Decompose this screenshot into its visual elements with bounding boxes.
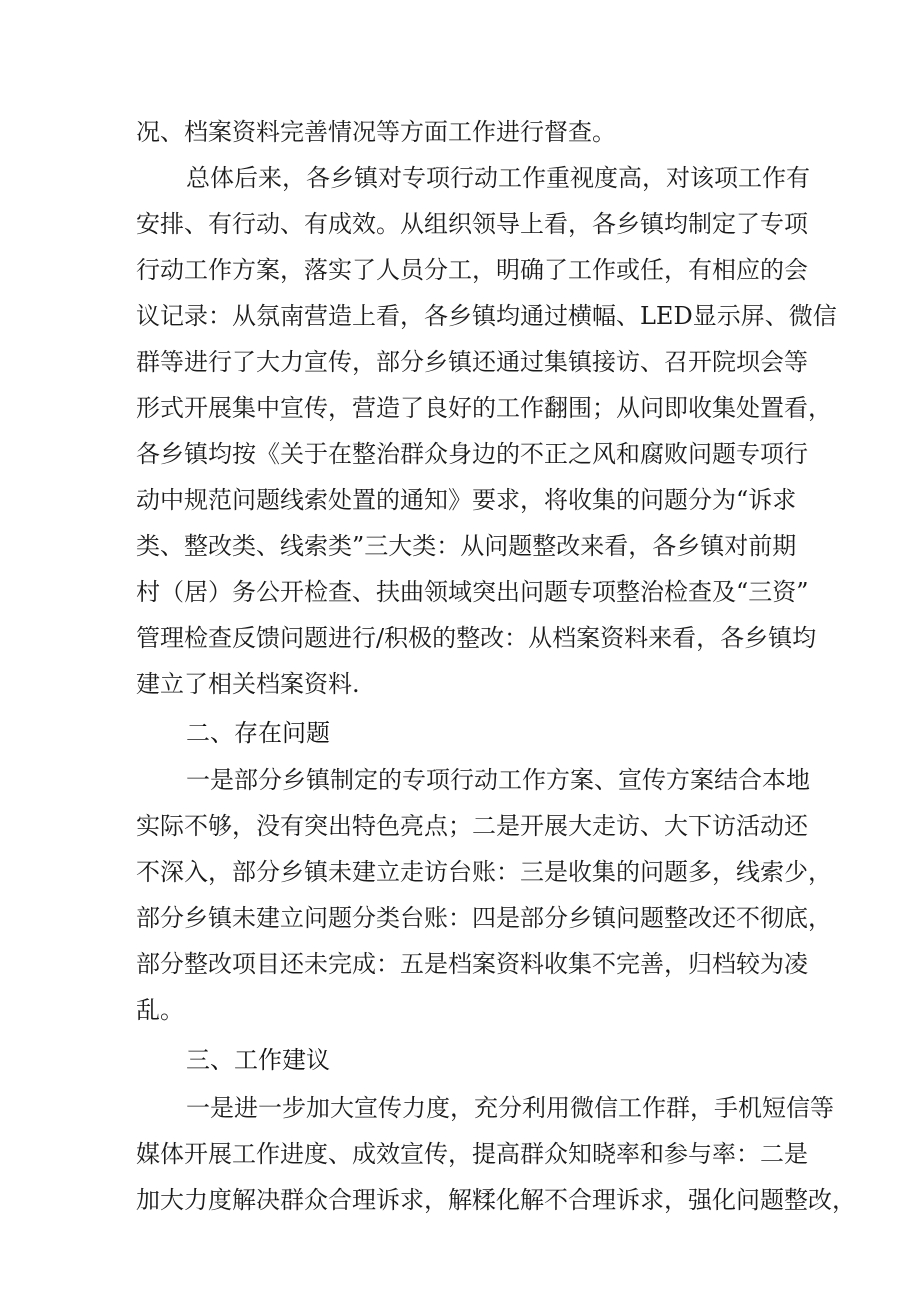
- paragraph-line: 管理检查反馈问题进行/积极的整改：从档案资料来看，各乡镇均: [136, 624, 817, 652]
- paragraph-line: 建立了相关档案资料.: [136, 670, 360, 698]
- paragraph-line: 不深入，部分乡镇未建立走访台账：三是收集的问题多，线索少，: [136, 858, 832, 886]
- paragraph-line: 议记录：从氛南营造上看，各乡镇均通过横幅、LED显示屏、微信: [136, 302, 837, 330]
- paragraph-line: 部分乡镇未建立问题分类台账：四是部分乡镇问题整改还不彻底，: [136, 904, 832, 932]
- paragraph-line: 群等进行了大力宣传，部分乡镇还通过集镇接访、召开院坝会等: [136, 348, 808, 376]
- paragraph-line: 部分整改项目还未完成：五是档案资料收集不完善，归档较为凌: [136, 950, 808, 978]
- paragraph-line: 村（居）务公开检查、扶曲领域突出问题专项整治检查及“三资”: [136, 578, 809, 606]
- paragraph-line: 类、整改类、线索类”三大类：从问题整改来看，各乡镇对前期: [136, 532, 797, 560]
- paragraph-line: 形式开展集中宣传，营造了良好的工作翻围；从问即收集处置看，: [136, 394, 832, 422]
- paragraph-line: 媒体开展工作进度、成效宣传，提高群众知晓率和参与率：二是: [136, 1140, 808, 1168]
- paragraph-line: 一是部分乡镇制定的专项行动工作方案、宣传方案结合本地: [186, 766, 810, 794]
- paragraph-line: 行动工作方案，落实了人员分工，明确了工作或任，有相应的会: [136, 256, 808, 284]
- paragraph-line: 实际不够，没有突出特色亮点；二是开展大走访、大下访活动还: [136, 812, 808, 840]
- paragraph-line: 动中规范问题线索处置的通知》要求，将收集的问题分为“诉求: [136, 486, 797, 514]
- paragraph-line: 乱。: [136, 996, 184, 1024]
- paragraph-line: 各乡镇均按《关于在整治群众身边的不正之风和腐败问题专项行: [136, 440, 808, 468]
- paragraph-line: 况、档案资料完善情况等方面工作进行督查。: [136, 118, 616, 146]
- paragraph-line: 一是进一步加大宣传力度，充分利用微信工作群，手机短信等: [186, 1094, 834, 1122]
- section-heading: 三、工作建议: [186, 1046, 330, 1074]
- paragraph-line: 安排、有行动、有成效。从组织领导上看，各乡镇均制定了专项: [136, 210, 808, 238]
- section-heading: 二、存在问题: [186, 719, 330, 747]
- paragraph-line: 加大力度解决群众合理诉求，解糅化解不合理诉求，强化问题整改，: [136, 1186, 856, 1214]
- paragraph-line: 总体后来，各乡镇对专项行动工作重视度高，对该项工作有: [186, 164, 810, 192]
